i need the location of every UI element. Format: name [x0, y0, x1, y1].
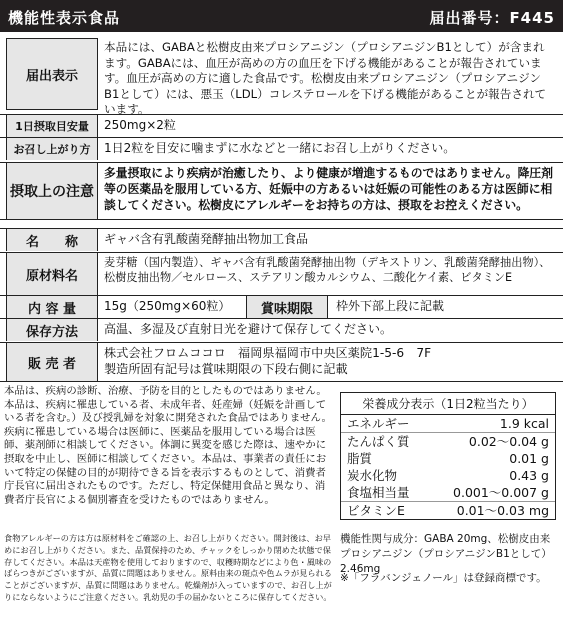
nutrient-name: ビタミンE: [347, 503, 405, 518]
ingredients-text: 麦芽糖（国内製造）、ギャバ含有乳酸菌発酵抽出物（デキストリン、乳酸菌発酵抽出物）、松樹皮抽出物／セルロース、ステアリン酸カルシウム、二酸化ケイ素、ビタミンE: [104, 256, 551, 284]
name-text: ギャバ含有乳酸菌発酵抽出物加工食品: [104, 232, 309, 246]
seller-label: 販 売 者: [6, 343, 98, 381]
nutrition-row: [341, 467, 555, 484]
nutrition-row: [341, 484, 555, 501]
notification-text: 本品には、GABAと松樹皮由来プロシアニジン（プロシアニジンB1として）が含まれます。GABAには、血圧が高めの方の血圧を下げる機能があることが報告されています。血圧が高めの方に適した食品です。松樹皮由来プロシアニジン（プロシアニジンB1として）には、悪玉（LDL）コレステロールを下げる機能があることが報告されています。: [104, 40, 547, 116]
nutrient-value: 0.01 g: [509, 451, 549, 466]
nutrient-name: 食塩相当量: [347, 485, 410, 500]
content-text: 15g（250mg×60粒）: [104, 299, 231, 313]
ingredients-row: [0, 252, 563, 295]
nutrition-row: [341, 415, 555, 432]
expiry-label: 賞味期限: [246, 296, 328, 318]
caution-text: 多量摂取により疾病が治癒したり、より健康が増進するものではありません。降圧剤等の医薬品を服用している方、妊娠中の方あるいは妊娠の可能性のある方は医師に相談してください。松樹皮にアレルギーをお持ちの方は、摂取をお控えください。: [104, 166, 553, 212]
howto-row: [0, 137, 563, 160]
caution-label: 摂取上の注意: [6, 163, 98, 219]
disclaimer-text: 本品は、疾病の診断、治療、予防を目的としたものではありません。本品は、疾病に罹患している者、未成年者、妊産婦（妊娠を計画している者を含む。）及び授乳婦を対象に開発された食品ではありません。疾病に罹患している場合は医師に、医薬品を服用している場合は医師、薬剤師に相談してください。体調に異変を感じた際は、速やかに摂取を中止し、医師に相談してください。本品は、事業者の責任において特定の保健の目的が期待できる旨を表示するものとして、消費者庁長官に届出されたものです。ただし、特定保健用食品と異なり、消費者庁長官による個別審査を受けたものではありません。: [4, 385, 332, 506]
content-row: [0, 295, 563, 318]
nutrient-name: エネルギー: [347, 416, 410, 431]
notification-number: 届出番号：F445: [429, 9, 555, 27]
allergy-note: 食物アレルギーの方は方は原材料をご確認の上、お召し上がりください。開封後は、お早めにお召し上がりください。また、品質保持のため、チャックをしっかり閉めた状態で保存してください。本品は天産物を使用しておりますので、収穫時期などにより色・風味のばらつきがございますが、品質に問題はありません。原料由来の斑点や色ムラが見られることがございますが、品質に問題はありません。乾燥剤が入っていますので、お召し上がりにならないようにご注意ください。乳幼児の手の届かないところに保存してください。: [4, 533, 332, 602]
nutrient-value: 1.9 kcal: [499, 416, 549, 431]
nutrient-value: 0.43 g: [509, 468, 549, 483]
howto-label: お召し上がり方: [6, 138, 98, 160]
nutrition-row: [341, 501, 555, 519]
notification-row: [0, 38, 563, 116]
nutrition-table: [340, 392, 556, 520]
nutrition-title: 栄養成分表示（1日2粒当たり）: [341, 393, 555, 415]
nutrition-rows: [341, 415, 555, 519]
storage-row: [0, 318, 563, 341]
nutrition-row: [341, 450, 555, 467]
trademark-note: ※「フラバンジェノール」は登録商標です。: [340, 572, 547, 584]
name-row: [0, 228, 563, 251]
label-title: 機能性表示食品: [8, 9, 121, 27]
functional-ingredients: 機能性関与成分：GABA 20mg、松樹皮由来プロシアニジン（プロシアニジンB1として）2.46mg: [340, 533, 552, 575]
content-label: 内 容 量: [6, 296, 98, 318]
seller-line2: 製造所固有記号は賞味期限の下段右側に記載: [104, 362, 348, 376]
header-bar: [0, 0, 563, 32]
seller-line1: 株式会社フロムココロ 福岡県福岡市中央区薬院1-5-6 7F: [104, 346, 432, 360]
name-label: 名 称: [6, 229, 98, 251]
storage-label: 保存方法: [6, 319, 98, 341]
nutrient-value: 0.01〜0.03 mg: [456, 503, 549, 518]
nutrient-name: 脂質: [347, 451, 373, 466]
howto-text: 1日2粒を目安に噛まずに水などと一緒にお召し上がりください。: [104, 141, 456, 155]
seller-text: [104, 345, 555, 377]
nutrient-name: 炭水化物: [347, 468, 398, 483]
nutrient-name: たんぱく質: [347, 434, 410, 449]
notification-label: 届出表示: [6, 38, 98, 110]
seller-row: [0, 342, 563, 382]
caution-row: [0, 162, 563, 220]
daily-label: 1日摂取目安量: [6, 115, 98, 137]
nutrient-value: 0.02〜0.04 g: [468, 434, 549, 449]
ingredients-label: 原材料名: [6, 253, 98, 295]
daily-row: [0, 114, 563, 137]
expiry-text: 枠外下部上段に記載: [336, 299, 445, 313]
daily-text: 250mg×2粒: [104, 118, 176, 132]
storage-text: 高温、多湿及び直射日光を避けて保存してください。: [104, 322, 393, 336]
nutrition-row: [341, 432, 555, 450]
nutrient-value: 0.001〜0.007 g: [453, 485, 549, 500]
